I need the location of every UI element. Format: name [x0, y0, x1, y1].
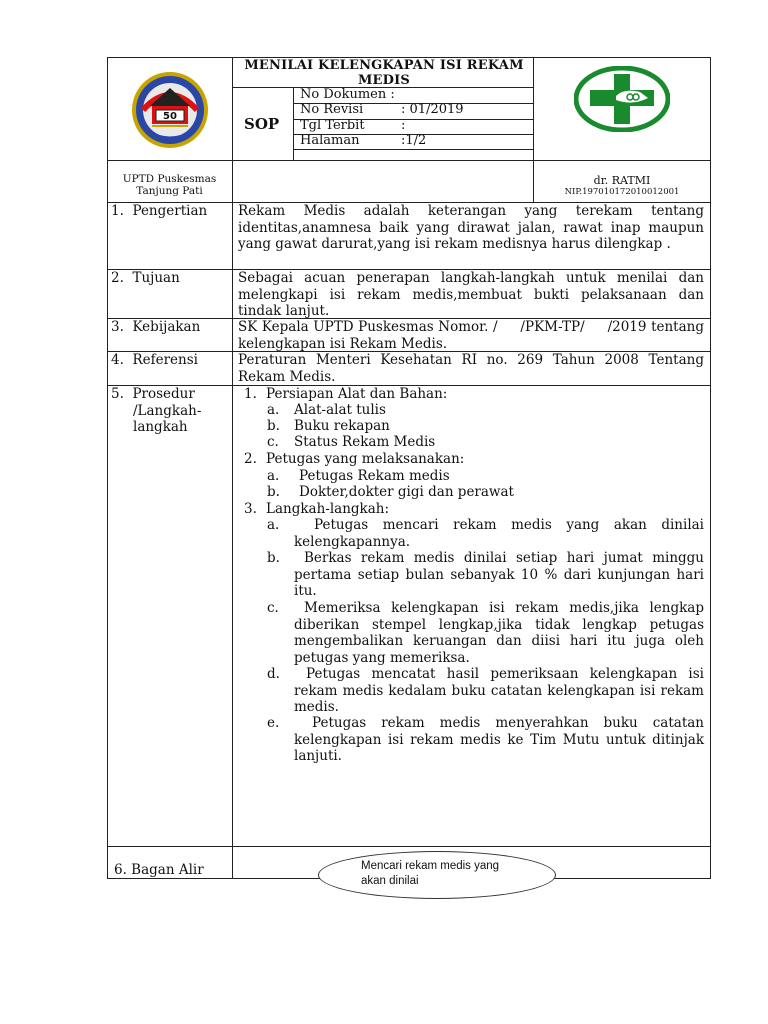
substep-text: Memeriksa kelengkapan isi rekam medis,jika lengkap diberikan stempel lengkap,jika tidak lengkap petugas mengembalikan keruangan dan diisi hari itu juga oleh petugas yang memeriksa. [294, 600, 704, 666]
step-title: Petugas yang melaksanakan: [266, 451, 465, 467]
prosedur-label-line: langkah [133, 419, 188, 435]
signer-nip: NIP.197010172010012001 [564, 187, 680, 197]
doc-field-halaman [300, 133, 359, 149]
puskesmas-cross-icon [574, 66, 670, 132]
doc-field-label: No Dokumen [300, 87, 387, 102]
section-tujuan-text: Sebagai acuan penerapan langkah-langkah untuk menilai dan melengkapi isi rekam medis,membuat bukti pelaksanaan dan tindak lanjut. [238, 270, 704, 319]
substep-mark: c. [267, 434, 279, 450]
substep-text: Petugas mencatat hasil pemeriksaan kelengkapan isi rekam medis kedalam buku catatan kelengkapan isi rekam medis. [294, 666, 704, 715]
section-prosedur-label [111, 386, 201, 436]
section-referensi-text: Peraturan Menteri Kesehatan RI no. 269 Tahun 2008 Tentang Rekam Medis. [238, 352, 704, 385]
doc-field-no-revisi [300, 102, 363, 118]
section-tujuan-label: 2. Tujuan [111, 270, 180, 286]
flow-start-text: Mencari rekam medis yang akan dinilai [361, 860, 500, 887]
step-title: Langkah-langkah: [266, 501, 390, 517]
substep-mark: a. [267, 517, 280, 533]
logo-number: 50 [163, 111, 177, 122]
doc-field-value: 1/2 [405, 133, 427, 148]
doc-field-no-revisi-value: : 01/2019 [401, 102, 464, 117]
doc-field-label: No Revisi [300, 102, 364, 117]
substep-text: Dokter,dokter gigi dan perawat [299, 484, 514, 500]
doc-field-tgl-terbit-value: : [401, 118, 406, 133]
step-title: Persiapan Alat dan Bahan: [266, 386, 448, 402]
substep-text: Petugas Rekam medis [299, 468, 450, 484]
section-kebijakan-label: 3. Kebijakan [111, 319, 201, 335]
substep-mark: c. [267, 600, 279, 616]
substep-mark: e. [267, 715, 280, 731]
doc-field-no-dokumen: No Dokumen : [300, 87, 395, 102]
doc-field-value: 01/2019 [409, 102, 464, 117]
substep-mark: a. [267, 402, 280, 418]
unit-name: UPTD Puskesmas Tanjung Pati [122, 173, 217, 197]
doc-field-label: Halaman [300, 133, 360, 148]
substep-mark: a. [267, 468, 280, 484]
substep-text: Petugas mencari rekam medis yang akan dinilai kelengkapannya. [294, 517, 704, 550]
document-title: MENILAI KELENGKAPAN ISI REKAM MEDIS [244, 58, 524, 88]
substep-mark: d. [267, 666, 280, 682]
prosedur-label-line: 5. Prosedur [111, 386, 195, 402]
substep-text: Berkas rekam medis dinilai setiap hari jumat minggu pertama setiap bulan sebanyak 10 % dari kunjungan hari itu. [294, 550, 704, 599]
puskesmas-logo [574, 66, 670, 132]
substep-mark: b. [267, 484, 280, 500]
substep-mark: b. [267, 550, 280, 566]
section-kebijakan-text: SK Kepala UPTD Puskesmas Nomor. / /PKM-TP/ /2019 tentang kelengkapan isi Rekam Medis. [238, 319, 709, 352]
regency-logo [130, 70, 210, 150]
doc-field-label: Tgl Terbit [300, 118, 365, 133]
doc-field-tgl-terbit [300, 118, 365, 134]
regency-emblem-icon [130, 70, 210, 150]
sop-label: SOP [244, 115, 280, 133]
section-pengertian-text: Rekam Medis adalah keterangan yang terekam tentang identitas,anamnesa baik yang dirawat jalan, rawat inap maupun yang gawat darurat,yang isi rekam medisnya harus dilengkap . [238, 203, 704, 252]
substep-text: Buku rekapan [294, 418, 390, 434]
section-pengertian-label: 1. Pengertian [111, 203, 208, 219]
flow-start-ellipse [318, 851, 556, 899]
step-number: 3. [244, 501, 257, 517]
substep-mark: b. [267, 418, 280, 434]
doc-field-halaman-value: :1/2 [401, 133, 427, 148]
step-number: 1. [244, 386, 257, 402]
step-number: 2. [244, 451, 257, 467]
prosedur-label-line: /Langkah- [133, 402, 202, 419]
section-referensi-label: 4. Referensi [111, 352, 198, 368]
substep-text: Petugas rekam medis menyerahkan buku catatan kelengkapan isi rekam medis ke Tim Mutu untuk ditinjak lanjuti. [294, 715, 704, 764]
signer-name: dr. RATMI [593, 174, 651, 187]
section-bagan-alir-label: 6. Bagan Alir [114, 862, 204, 878]
substep-text: Alat-alat tulis [294, 402, 386, 418]
substep-text: Status Rekam Medis [294, 434, 436, 450]
